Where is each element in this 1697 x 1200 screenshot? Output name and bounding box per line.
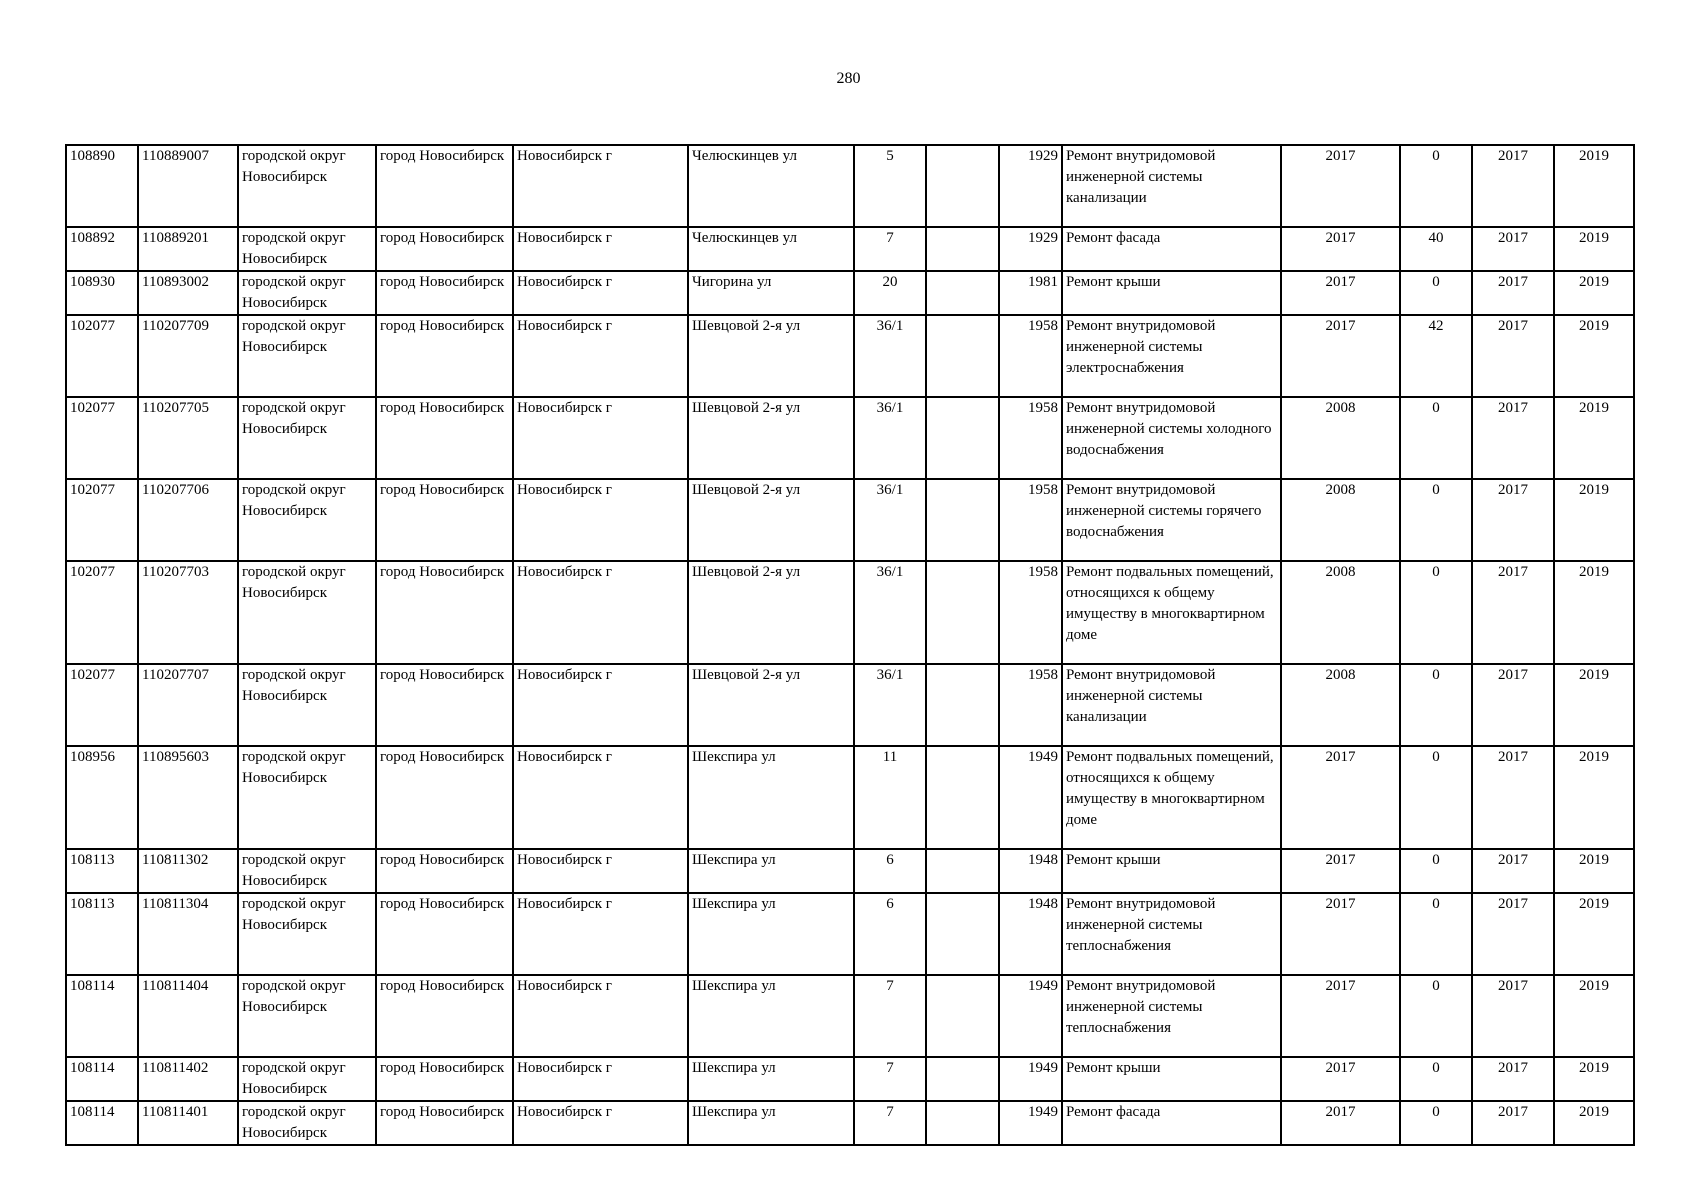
registry-table [65, 144, 1635, 1146]
last-repair-year-cell: 2017 [1281, 1101, 1400, 1145]
locality-cell: Новосибирск г [513, 479, 688, 561]
municipality-cell: городской округ Новосибирск [238, 1101, 376, 1145]
wear-cell: 0 [1400, 664, 1472, 746]
page-number: 280 [836, 70, 861, 87]
house-number-cell: 6 [854, 893, 926, 975]
wear-cell: 0 [1400, 1101, 1472, 1145]
house-number-cell: 36/1 [854, 479, 926, 561]
locality-cell: Новосибирск г [513, 1101, 688, 1145]
building-cell [926, 746, 999, 849]
street-cell: Шекспира ул [688, 893, 854, 975]
plan-end-year-cell: 2019 [1554, 561, 1634, 664]
plan-end-year-cell: 2019 [1554, 849, 1634, 893]
building-cell [926, 479, 999, 561]
last-repair-year-cell: 2017 [1281, 849, 1400, 893]
settlement-cell: город Новосибирск [376, 479, 513, 561]
house-number-cell: 36/1 [854, 664, 926, 746]
municipality-cell: городской округ Новосибирск [238, 271, 376, 315]
municipality-cell: городской округ Новосибирск [238, 315, 376, 397]
locality-cell: Новосибирск г [513, 271, 688, 315]
plan-start-year-cell: 2017 [1472, 271, 1554, 315]
plan-end-year-cell: 2019 [1554, 397, 1634, 479]
municipality-cell: городской округ Новосибирск [238, 227, 376, 271]
work-id-cell: 110895603 [138, 746, 238, 849]
house-number-cell: 7 [854, 227, 926, 271]
plan-end-year-cell: 2019 [1554, 227, 1634, 271]
street-cell: Шекспира ул [688, 1101, 854, 1145]
table-row [66, 746, 1634, 849]
house-id-cell: 108114 [66, 975, 138, 1057]
work-id-cell: 110889201 [138, 227, 238, 271]
work-type-cell: Ремонт внутридомовой инженерной системы холодного водоснабжения [1062, 397, 1281, 479]
work-type-cell: Ремонт подвальных помещений, относящихся к общему имуществу в многоквартирном доме [1062, 561, 1281, 664]
house-number-cell: 11 [854, 746, 926, 849]
work-type-cell: Ремонт крыши [1062, 1057, 1281, 1101]
municipality-cell: городской округ Новосибирск [238, 975, 376, 1057]
settlement-cell: город Новосибирск [376, 315, 513, 397]
table-row [66, 664, 1634, 746]
house-id-cell: 102077 [66, 479, 138, 561]
work-type-cell: Ремонт внутридомовой инженерной системы канализации [1062, 145, 1281, 227]
house-id-cell: 108892 [66, 227, 138, 271]
work-id-cell: 110207709 [138, 315, 238, 397]
locality-cell: Новосибирск г [513, 145, 688, 227]
work-type-cell: Ремонт крыши [1062, 849, 1281, 893]
work-id-cell: 110811404 [138, 975, 238, 1057]
locality-cell: Новосибирск г [513, 315, 688, 397]
wear-cell: 0 [1400, 479, 1472, 561]
plan-start-year-cell: 2017 [1472, 315, 1554, 397]
building-cell [926, 849, 999, 893]
work-id-cell: 110811402 [138, 1057, 238, 1101]
municipality-cell: городской округ Новосибирск [238, 479, 376, 561]
settlement-cell: город Новосибирск [376, 664, 513, 746]
house-number-cell: 20 [854, 271, 926, 315]
work-id-cell: 110889007 [138, 145, 238, 227]
plan-end-year-cell: 2019 [1554, 271, 1634, 315]
build-year-cell: 1949 [999, 975, 1062, 1057]
street-cell: Шекспира ул [688, 975, 854, 1057]
work-id-cell: 110893002 [138, 271, 238, 315]
municipality-cell: городской округ Новосибирск [238, 664, 376, 746]
work-type-cell: Ремонт внутридомовой инженерной системы теплоснабжения [1062, 893, 1281, 975]
house-number-cell: 36/1 [854, 315, 926, 397]
last-repair-year-cell: 2008 [1281, 397, 1400, 479]
house-id-cell: 108114 [66, 1101, 138, 1145]
settlement-cell: город Новосибирск [376, 397, 513, 479]
last-repair-year-cell: 2017 [1281, 746, 1400, 849]
last-repair-year-cell: 2017 [1281, 1057, 1400, 1101]
street-cell: Челюскинцев ул [688, 227, 854, 271]
street-cell: Шевцовой 2-я ул [688, 561, 854, 664]
wear-cell: 40 [1400, 227, 1472, 271]
municipality-cell: городской округ Новосибирск [238, 1057, 376, 1101]
locality-cell: Новосибирск г [513, 1057, 688, 1101]
work-type-cell: Ремонт внутридомовой инженерной системы теплоснабжения [1062, 975, 1281, 1057]
settlement-cell: город Новосибирск [376, 849, 513, 893]
work-type-cell: Ремонт внутридомовой инженерной системы канализации [1062, 664, 1281, 746]
table-row [66, 893, 1634, 975]
settlement-cell: город Новосибирск [376, 1101, 513, 1145]
last-repair-year-cell: 2017 [1281, 145, 1400, 227]
house-number-cell: 7 [854, 975, 926, 1057]
plan-end-year-cell: 2019 [1554, 1101, 1634, 1145]
house-number-cell: 36/1 [854, 561, 926, 664]
work-type-cell: Ремонт внутридомовой инженерной системы горячего водоснабжения [1062, 479, 1281, 561]
table-row [66, 561, 1634, 664]
plan-end-year-cell: 2019 [1554, 315, 1634, 397]
last-repair-year-cell: 2008 [1281, 561, 1400, 664]
settlement-cell: город Новосибирск [376, 145, 513, 227]
plan-start-year-cell: 2017 [1472, 746, 1554, 849]
last-repair-year-cell: 2017 [1281, 227, 1400, 271]
plan-start-year-cell: 2017 [1472, 1057, 1554, 1101]
settlement-cell: город Новосибирск [376, 561, 513, 664]
wear-cell: 0 [1400, 975, 1472, 1057]
building-cell [926, 893, 999, 975]
house-id-cell: 108890 [66, 145, 138, 227]
build-year-cell: 1958 [999, 315, 1062, 397]
municipality-cell: городской округ Новосибирск [238, 145, 376, 227]
locality-cell: Новосибирск г [513, 975, 688, 1057]
street-cell: Шевцовой 2-я ул [688, 397, 854, 479]
work-type-cell: Ремонт фасада [1062, 227, 1281, 271]
wear-cell: 0 [1400, 145, 1472, 227]
wear-cell: 0 [1400, 893, 1472, 975]
street-cell: Шевцовой 2-я ул [688, 315, 854, 397]
last-repair-year-cell: 2008 [1281, 664, 1400, 746]
house-id-cell: 102077 [66, 561, 138, 664]
building-cell [926, 561, 999, 664]
locality-cell: Новосибирск г [513, 893, 688, 975]
locality-cell: Новосибирск г [513, 849, 688, 893]
building-cell [926, 271, 999, 315]
house-id-cell: 108113 [66, 893, 138, 975]
build-year-cell: 1958 [999, 664, 1062, 746]
plan-end-year-cell: 2019 [1554, 1057, 1634, 1101]
municipality-cell: городской округ Новосибирск [238, 561, 376, 664]
settlement-cell: город Новосибирск [376, 975, 513, 1057]
house-number-cell: 5 [854, 145, 926, 227]
wear-cell: 0 [1400, 397, 1472, 479]
building-cell [926, 397, 999, 479]
municipality-cell: городской округ Новосибирск [238, 746, 376, 849]
table-row [66, 397, 1634, 479]
settlement-cell: город Новосибирск [376, 746, 513, 849]
last-repair-year-cell: 2017 [1281, 975, 1400, 1057]
municipality-cell: городской округ Новосибирск [238, 849, 376, 893]
plan-end-year-cell: 2019 [1554, 893, 1634, 975]
plan-end-year-cell: 2019 [1554, 664, 1634, 746]
table-row [66, 315, 1634, 397]
table-row [66, 479, 1634, 561]
settlement-cell: город Новосибирск [376, 271, 513, 315]
work-type-cell: Ремонт крыши [1062, 271, 1281, 315]
street-cell: Шекспира ул [688, 746, 854, 849]
house-number-cell: 7 [854, 1101, 926, 1145]
plan-end-year-cell: 2019 [1554, 975, 1634, 1057]
last-repair-year-cell: 2017 [1281, 893, 1400, 975]
locality-cell: Новосибирск г [513, 227, 688, 271]
house-number-cell: 6 [854, 849, 926, 893]
wear-cell: 0 [1400, 849, 1472, 893]
table-row [66, 849, 1634, 893]
table-row [66, 145, 1634, 227]
house-id-cell: 108930 [66, 271, 138, 315]
build-year-cell: 1958 [999, 479, 1062, 561]
municipality-cell: городской округ Новосибирск [238, 893, 376, 975]
last-repair-year-cell: 2008 [1281, 479, 1400, 561]
build-year-cell: 1949 [999, 1101, 1062, 1145]
build-year-cell: 1958 [999, 561, 1062, 664]
wear-cell: 0 [1400, 746, 1472, 849]
work-id-cell: 110207707 [138, 664, 238, 746]
plan-start-year-cell: 2017 [1472, 145, 1554, 227]
plan-end-year-cell: 2019 [1554, 479, 1634, 561]
work-id-cell: 110811302 [138, 849, 238, 893]
work-id-cell: 110207703 [138, 561, 238, 664]
build-year-cell: 1958 [999, 397, 1062, 479]
building-cell [926, 975, 999, 1057]
build-year-cell: 1948 [999, 849, 1062, 893]
build-year-cell: 1949 [999, 1057, 1062, 1101]
house-id-cell: 102077 [66, 315, 138, 397]
build-year-cell: 1929 [999, 145, 1062, 227]
house-number-cell: 36/1 [854, 397, 926, 479]
work-type-cell: Ремонт подвальных помещений, относящихся к общему имуществу в многоквартирном доме [1062, 746, 1281, 849]
plan-start-year-cell: 2017 [1472, 561, 1554, 664]
build-year-cell: 1929 [999, 227, 1062, 271]
street-cell: Шекспира ул [688, 1057, 854, 1101]
settlement-cell: город Новосибирск [376, 893, 513, 975]
plan-start-year-cell: 2017 [1472, 1101, 1554, 1145]
table-row [66, 227, 1634, 271]
building-cell [926, 1057, 999, 1101]
work-type-cell: Ремонт внутридомовой инженерной системы электроснабжения [1062, 315, 1281, 397]
house-id-cell: 108113 [66, 849, 138, 893]
wear-cell: 42 [1400, 315, 1472, 397]
wear-cell: 0 [1400, 271, 1472, 315]
house-id-cell: 102077 [66, 397, 138, 479]
street-cell: Челюскинцев ул [688, 145, 854, 227]
building-cell [926, 145, 999, 227]
table-row [66, 1101, 1634, 1145]
table-row [66, 271, 1634, 315]
locality-cell: Новосибирск г [513, 746, 688, 849]
building-cell [926, 227, 999, 271]
plan-start-year-cell: 2017 [1472, 397, 1554, 479]
work-id-cell: 110207705 [138, 397, 238, 479]
plan-start-year-cell: 2017 [1472, 479, 1554, 561]
settlement-cell: город Новосибирск [376, 1057, 513, 1101]
plan-start-year-cell: 2017 [1472, 664, 1554, 746]
house-id-cell: 102077 [66, 664, 138, 746]
table-row [66, 975, 1634, 1057]
house-number-cell: 7 [854, 1057, 926, 1101]
work-id-cell: 110207706 [138, 479, 238, 561]
locality-cell: Новосибирск г [513, 664, 688, 746]
house-id-cell: 108114 [66, 1057, 138, 1101]
wear-cell: 0 [1400, 561, 1472, 664]
plan-start-year-cell: 2017 [1472, 849, 1554, 893]
work-id-cell: 110811304 [138, 893, 238, 975]
last-repair-year-cell: 2017 [1281, 271, 1400, 315]
house-id-cell: 108956 [66, 746, 138, 849]
street-cell: Шевцовой 2-я ул [688, 664, 854, 746]
wear-cell: 0 [1400, 1057, 1472, 1101]
locality-cell: Новосибирск г [513, 397, 688, 479]
plan-start-year-cell: 2017 [1472, 893, 1554, 975]
plan-start-year-cell: 2017 [1472, 227, 1554, 271]
street-cell: Чигорина ул [688, 271, 854, 315]
plan-end-year-cell: 2019 [1554, 145, 1634, 227]
build-year-cell: 1949 [999, 746, 1062, 849]
last-repair-year-cell: 2017 [1281, 315, 1400, 397]
street-cell: Шевцовой 2-я ул [688, 479, 854, 561]
work-type-cell: Ремонт фасада [1062, 1101, 1281, 1145]
street-cell: Шекспира ул [688, 849, 854, 893]
build-year-cell: 1981 [999, 271, 1062, 315]
work-id-cell: 110811401 [138, 1101, 238, 1145]
locality-cell: Новосибирск г [513, 561, 688, 664]
table-row [66, 1057, 1634, 1101]
settlement-cell: город Новосибирск [376, 227, 513, 271]
build-year-cell: 1948 [999, 893, 1062, 975]
table-body [66, 145, 1634, 1145]
building-cell [926, 315, 999, 397]
plan-end-year-cell: 2019 [1554, 746, 1634, 849]
building-cell [926, 664, 999, 746]
municipality-cell: городской округ Новосибирск [238, 397, 376, 479]
building-cell [926, 1101, 999, 1145]
plan-start-year-cell: 2017 [1472, 975, 1554, 1057]
